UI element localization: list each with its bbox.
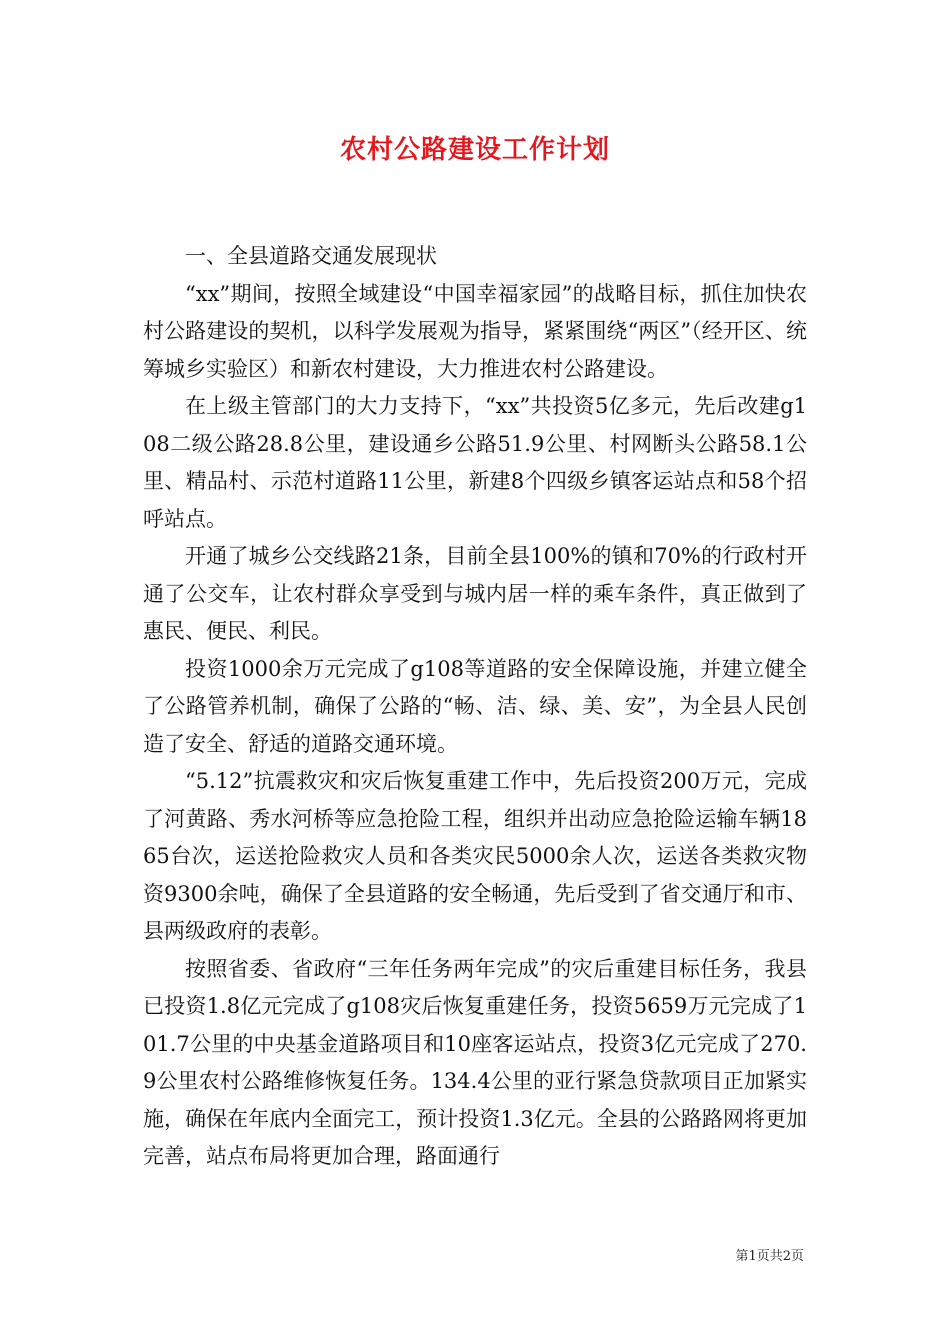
paragraph-5: “5.12”抗震救灾和灾后恢复重建工作中，先后投资200万元，完成了河黄路、秀水河桥等应急抢险工程，组织并出动应急抢险运输车辆1865台次，运送抢险救灾人员和各类灾民5000余人次，运送各类救灾物资9300余吨，确保了全县道路的安全畅通，先后受到了省交通厅和市、县两级政府的表彰。 xyxy=(143,769,807,943)
section-heading: 一、全县道路交通发展现状 xyxy=(185,244,437,268)
paragraph-6: 按照省委、省政府“三年任务两年完成”的灾后重建目标任务，我县已投资1.8亿元完成了g108灾后恢复重建任务，投资5659万元完成了101.7公里的中央基金道路项目和10座客运站点，投资3亿元完成了270.9公里农村公路维修恢复任务。134.4公里的亚行紧急贷款项目正加紧实施，确保在年底内全面完工，预计投资1.3亿元。全县的公路路网将更加完善，站点布局将更加合理，路面通行 xyxy=(143,956,807,1168)
document-title: 农村公路建设工作计划 xyxy=(339,135,610,165)
paragraph-4: 投资1000余万元完成了g108等道路的安全保障设施，并建立健全了公路管养机制，确保了公路的“畅、洁、绿、美、安”，为全县人民创造了安全、舒适的道路交通环境。 xyxy=(143,656,807,756)
paragraph-3: 开通了城乡公交线路21条，目前全县100%的镇和70%的行政村开通了公交车，让农村群众享受到与城内居一样的乘车条件，真正做到了惠民、便民、利民。 xyxy=(143,544,807,643)
paragraph-2: 在上级主管部门的大力支持下，“xx”共投资5亿多元，先后改建g108二级公路28.8公里，建设通乡公路51.9公里、村网断头公路58.1公里、精品村、示范村道路11公里，新建8个四级乡镇客运站点和58个招呼站点。 xyxy=(143,394,807,531)
page-number: 第1页共2页 xyxy=(735,1249,804,1264)
paragraph-1: “xx”期间，按照全域建设“中国幸福家园”的战略目标，抓住加快农村公路建设的契机，以科学发展观为指导，紧紧围绕“两区”（经开区、统筹城乡实验区）和新农村建设，大力推进农村公路建设。 xyxy=(143,281,807,381)
document-body xyxy=(143,238,807,1176)
